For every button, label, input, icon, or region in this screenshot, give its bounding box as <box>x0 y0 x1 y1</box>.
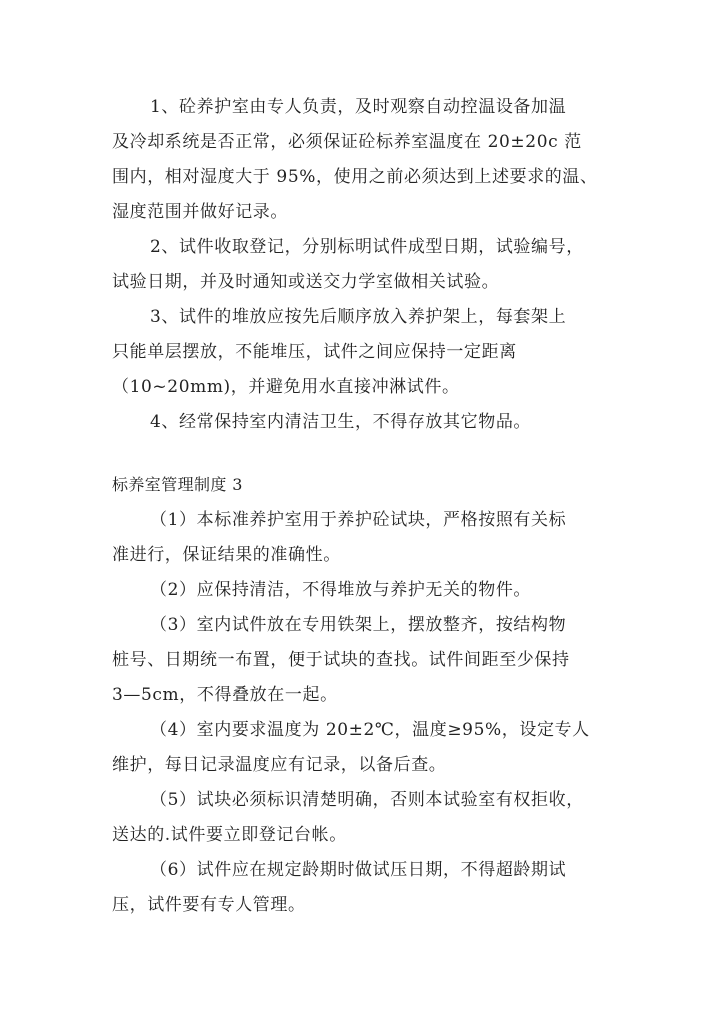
paragraph-1-line-4: 湿度范围并做好记录。 <box>112 202 288 222</box>
item-3-line-3: 3—5cm，不得叠放在一起。 <box>112 685 338 705</box>
paragraph-1-line-1: 1、砼养护室由专人负责，及时观察自动控温设备加温 <box>150 97 567 117</box>
item-2-line-1: （2）应保持清洁，不得堆放与养护无关的物件。 <box>150 580 532 600</box>
item-1-line-2: 准进行，保证结果的准确性。 <box>112 545 341 565</box>
item-1-line-1: （1）本标准养护室用于养护砼试块，严格按照有关标 <box>150 510 567 530</box>
paragraph-2-line-2: 试验日期，并及时通知或送交力学室做相关试验。 <box>112 272 500 292</box>
item-3-line-2: 桩号、日期统一布置，便于试块的查找。试件间距至少保持 <box>112 650 570 670</box>
paragraph-4-line-1: 4、经常保持室内清洁卫生，不得存放其它物品。 <box>150 412 532 432</box>
section-title: 标养室管理制度 3 <box>112 475 243 494</box>
paragraph-3-line-3: （10~20mm)，并避免用水直接冲淋试件。 <box>112 377 460 397</box>
paragraph-3-line-2: 只能单层摆放，不能堆压，试件之间应保持一定距离 <box>112 342 517 362</box>
paragraph-1-line-2: 及冷却系统是否正常，必须保证砼标养室温度在 20±20c 范 <box>112 132 582 152</box>
item-5-line-2: 送达的.试件要立即登记台帐。 <box>112 825 347 845</box>
item-6-line-1: （6）试件应在规定龄期时做试压日期，不得超龄期试 <box>150 860 567 880</box>
paragraph-3-line-1: 3、试件的堆放应按先后顺序放入养护架上，每套架上 <box>150 307 567 327</box>
item-4-line-1: （4）室内要求温度为 20±2℃，温度≥95%，设定专人 <box>150 720 590 740</box>
item-6-line-2: 压，试件要有专人管理。 <box>112 895 306 915</box>
paragraph-1-line-3: 围内，相对湿度大于 95%，使用之前必须达到上述要求的温、 <box>112 167 598 187</box>
item-4-line-2: 维护，每日记录温度应有记录，以备后查。 <box>112 755 447 775</box>
item-3-line-1: （3）室内试件放在专用铁架上，摆放整齐，按结构物 <box>150 615 567 635</box>
paragraph-2-line-1: 2、试件收取登记，分别标明试件成型日期，试验编号， <box>150 237 584 257</box>
item-5-line-1: （5）试块必须标识清楚明确，否则本试验室有权拒收， <box>150 790 584 810</box>
